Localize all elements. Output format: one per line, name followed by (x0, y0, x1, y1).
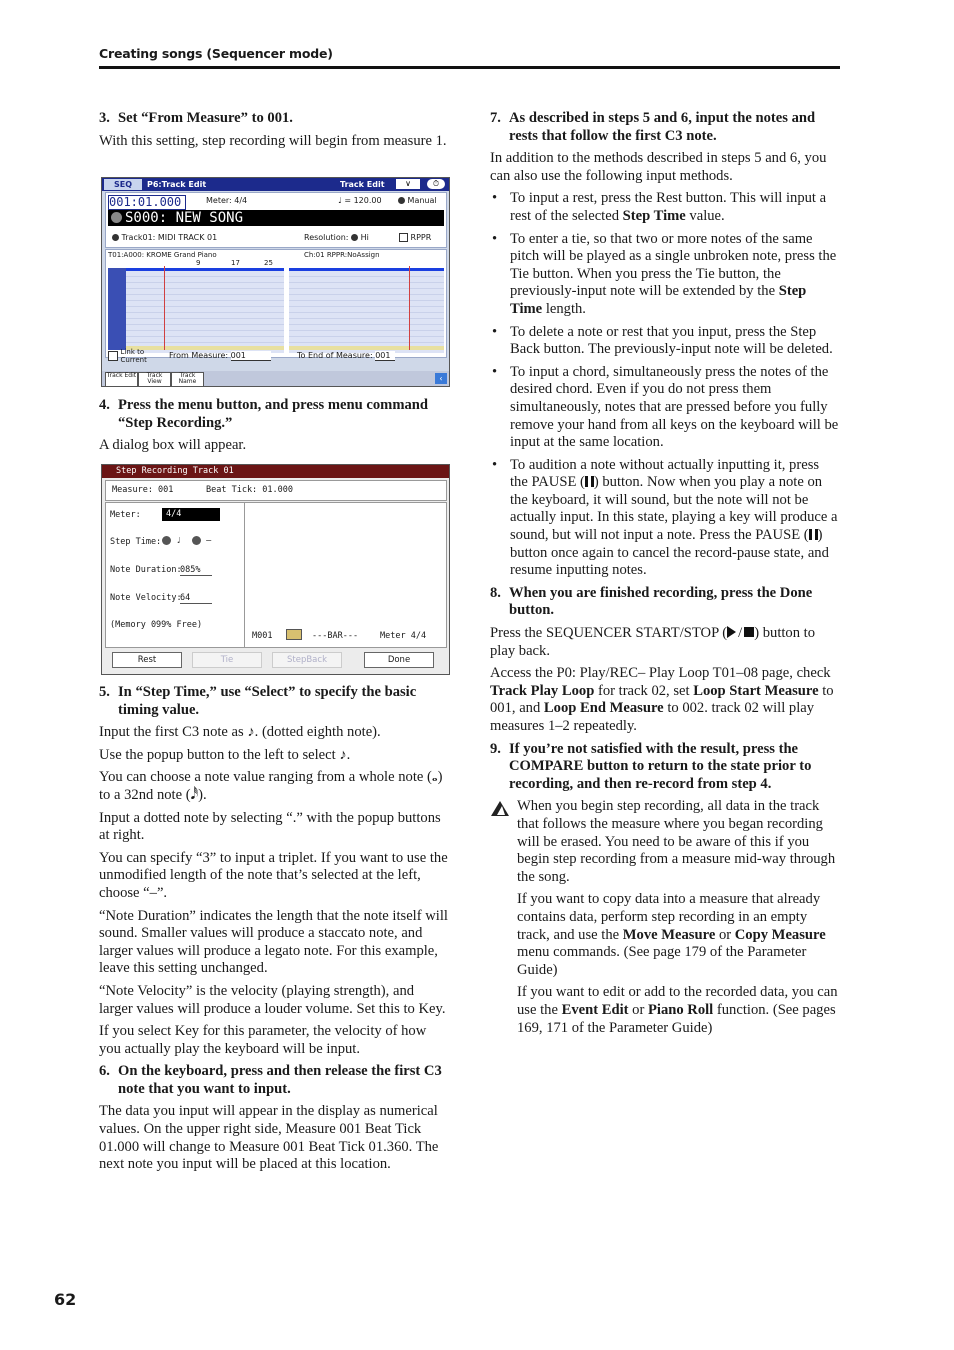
clock-icon: ⏱ (427, 179, 445, 189)
list-item: • To enter a tie, so that two or more notes of the same pitch will be played as a single unbroken note, press the Tie button. When you press the Tie button, the previously-input note will be extended by the Step Time length. (492, 230, 837, 317)
note-velocity-field[interactable]: 64 (180, 593, 212, 604)
song-panel (105, 192, 447, 248)
measure-marker (409, 266, 410, 350)
resolution[interactable]: Resolution: Hi (304, 233, 369, 242)
done-button[interactable]: Done (364, 652, 434, 668)
paragraph: If you want to copy data into a measure that already contains data, perform step recording in an empty track, and use the Move Measure or Copy Measure menu commands. (See page 179 of the Parameter Guide) (517, 891, 826, 978)
step-time-modifier[interactable]: – (192, 536, 211, 546)
step-6-heading: 6. On the keyboard, press and then release the first C3 note that you want to input. (99, 1063, 442, 1097)
meter-label: Meter: (110, 510, 141, 520)
step-4-heading: 4. Press the menu button, and press menu command “Step Recording.” (99, 397, 429, 431)
popup-icon (192, 536, 201, 545)
meter-readout: Meter 4/4 (380, 631, 427, 641)
paragraph: “Note Duration” indicates the length that the note itself will sound. Smaller values will produce a staccato note, and larger values will produce a legato note. For this example, leave this setting unchanged. (99, 907, 448, 977)
list-item: • To input a chord, simultaneously press the notes of the desired chord. Even if you do not press them simultaneously, notes that are pressed before you fully remove your hand from all keys on the keyboard will be input at the same location. (492, 363, 839, 451)
grid-left-title: T01:A000: KROME Grand Piano (108, 251, 217, 259)
mode-label: SEQ (104, 179, 142, 190)
page-number: 62 (54, 1290, 77, 1309)
paragraph: Press the SEQUENCER START/STOP ( / ) button to play back. (490, 625, 816, 659)
paragraph: When you begin step recording, all data in the track that follows the measure where you began recording will be erased. You need to be aware of this if you begin step recording from a measure mid-way through the song. (517, 798, 836, 885)
left-column-mid (99, 397, 449, 460)
step-8-heading: 8. When you are finished recording, press the Done button. (490, 584, 813, 619)
caution-icon (490, 798, 517, 1042)
paragraph: If you want to edit or add to the recorded data, you can use the Event Edit or Piano Roll function. (See pages 169, 171 of the Parameter Guide) (517, 984, 838, 1036)
paragraph: Input a dotted note by selecting “.” with the popup buttons at right. (99, 809, 441, 844)
header-rule (99, 66, 840, 69)
popup-icon (398, 197, 405, 204)
ruler-tick: 9 (196, 259, 201, 267)
pause-icon (809, 529, 818, 540)
method-list (490, 190, 840, 579)
step-time-select[interactable]: ♩ (162, 536, 181, 546)
note-duration-field[interactable]: 085% (180, 565, 212, 576)
track-select[interactable]: Track01: MIDI TRACK 01 (112, 233, 217, 242)
paragraph: Input the first C3 note as ♪. (dotted eighth note). (99, 724, 381, 741)
checkbox-icon (399, 233, 408, 242)
to-end-measure[interactable]: To End of Measure: 001 (297, 351, 395, 361)
rppr-checkbox[interactable]: RPPR (399, 233, 431, 242)
dialog-header (105, 480, 447, 501)
keyboard-strip (108, 268, 126, 350)
left-column-top (99, 110, 449, 155)
bar-label: ---BAR--- (312, 631, 359, 641)
meter-label: Meter: 4/4 (206, 196, 248, 205)
note-icon (286, 629, 302, 640)
tab-bar (102, 371, 449, 386)
roll-footer (289, 346, 444, 350)
ruler-tick: 17 (231, 259, 240, 267)
dialog-title-bar: Step Recording Track 01 (102, 465, 449, 478)
tie-button[interactable]: Tie (192, 652, 262, 668)
track-edit-screenshot (101, 177, 450, 387)
paragraph: Access the P0: Play/REC– Play Loop T01–08 page, check Track Play Loop for track 02, set Loop Start Measure to 001, and Loop End Measure to 002. track 02 will play measures 1–2 repeatedly. (490, 665, 834, 734)
tab-title: Track Edit (340, 180, 385, 189)
right-column (490, 110, 840, 1042)
list-item: • To delete a note or rest that you input, press the Step Back button. The previously-input note will be deleted. (492, 323, 833, 358)
piano-roll-left[interactable] (126, 268, 284, 353)
rest-button[interactable]: Rest (112, 652, 182, 668)
paragraph: The data you input will appear in the display as numerical values. On the upper right side, Measure 001 Beat Tick 01.000 will change to Measure 001 Beat Tick 01.360. The next note you input will be placed at this location. (99, 1103, 439, 1173)
measure-marker (164, 266, 165, 350)
step-time-label: Step Time: (110, 537, 162, 547)
popup-icon (351, 234, 358, 241)
step-3-heading: 3. Set “From Measure” to 001. (99, 110, 293, 126)
note-duration-label: Note Duration: (110, 565, 182, 575)
from-measure[interactable]: From Measure: 001 (169, 351, 271, 361)
step-recording-dialog (101, 464, 450, 675)
paragraph: “Note Velocity” is the velocity (playing strength), and larger values will produce a louder volume. Set this to Key. (99, 982, 446, 1017)
grid-right-title: Ch:01 RPPR:NoAssign (304, 251, 380, 259)
measure-position: M001 (252, 631, 273, 641)
list-item: • To input a rest, press the Rest button. This will input a rest of the selected Step Time value. (492, 190, 827, 224)
memory-status: (Memory 099% Free) (110, 620, 203, 630)
step-3-body: With this setting, step recording will begin from measure 1. (99, 132, 447, 149)
caution-note (490, 798, 840, 1042)
ruler-tick: 25 (264, 259, 273, 267)
left-column-bottom (99, 684, 449, 1179)
pause-icon (585, 476, 594, 487)
note-velocity-label: Note Velocity: (110, 593, 182, 603)
piano-roll-right[interactable] (289, 268, 444, 353)
running-header: Creating songs (Sequencer mode) (99, 46, 333, 61)
popup-icon (162, 536, 171, 545)
page-label: P6:Track Edit (147, 180, 207, 189)
popup-icon (112, 234, 119, 241)
dialog-body (105, 502, 447, 648)
checkbox-icon (108, 351, 118, 361)
step-back-button[interactable]: StepBack (272, 652, 342, 668)
paragraph: In addition to the methods described in steps 5 and 6, you can also use the following input methods. (490, 150, 827, 184)
list-item: • To audition a note without actually inputting it, press the PAUSE ( ) button. Now when you play a note on the keyboard, it will sound, but the note will not be actually input. In this state, playing a key will produce a sound, but will not input a note. Press the PAUSE ( ) button once again to cancel the record-pause state, and resume inputting notes. (492, 456, 838, 579)
song-name[interactable]: S000: NEW SONG (108, 210, 444, 226)
paragraph: Use the popup button to the left to select ♪. (99, 746, 351, 763)
paragraph: You can specify “3” to input a triplet. If you want to use the unmodified length of the note that’s selected at the left, choose “–”. (99, 849, 448, 901)
tempo-label: ♩ = 120.00 (338, 196, 382, 205)
step-9-heading: 9. If you’re not satisfied with the result, press the COMPARE button to return to the state prior to recording, and then re-record from step 4. (490, 740, 812, 792)
tempo-mode[interactable]: Manual (398, 196, 437, 205)
measure-readout: Measure: 001 (112, 485, 174, 495)
tab-track-view[interactable]: Track View (138, 372, 171, 387)
paragraph: If you select Key for this parameter, the velocity of how you actually play the keyboard will be input. (99, 1023, 427, 1057)
tab-track-edit[interactable]: Track Edit (105, 372, 138, 387)
step-5-heading: 5. In “Step Time,” use “Select” to specify the basic timing value. (99, 684, 417, 718)
screen-title-bar (102, 178, 449, 191)
link-checkbox[interactable]: Link to Current (108, 348, 167, 364)
beat-tick-readout: Beat Tick: 01.000 (206, 485, 293, 495)
track-grid (105, 249, 447, 358)
tab-track-name[interactable]: Track Name (171, 372, 204, 387)
step-4-body: A dialog box will appear. (99, 437, 247, 454)
paragraph: You can choose a note value ranging from a whole note (𝅝) to a 32nd note (𝅘𝅥𝅰). (99, 769, 443, 803)
meter-field[interactable]: 4/4 (162, 508, 220, 521)
play-icon (727, 626, 736, 638)
popup-icon (111, 212, 122, 223)
position-display: 001:01.000 (108, 195, 186, 210)
page-arrow-icon[interactable]: ‹ (435, 373, 447, 384)
step-7-heading: 7. As described in steps 5 and 6, input the notes and rests that follow the first C3 note. (490, 110, 816, 144)
stop-icon (744, 627, 754, 637)
divider (244, 503, 245, 647)
menu-dropdown[interactable]: ∨ (396, 179, 420, 189)
